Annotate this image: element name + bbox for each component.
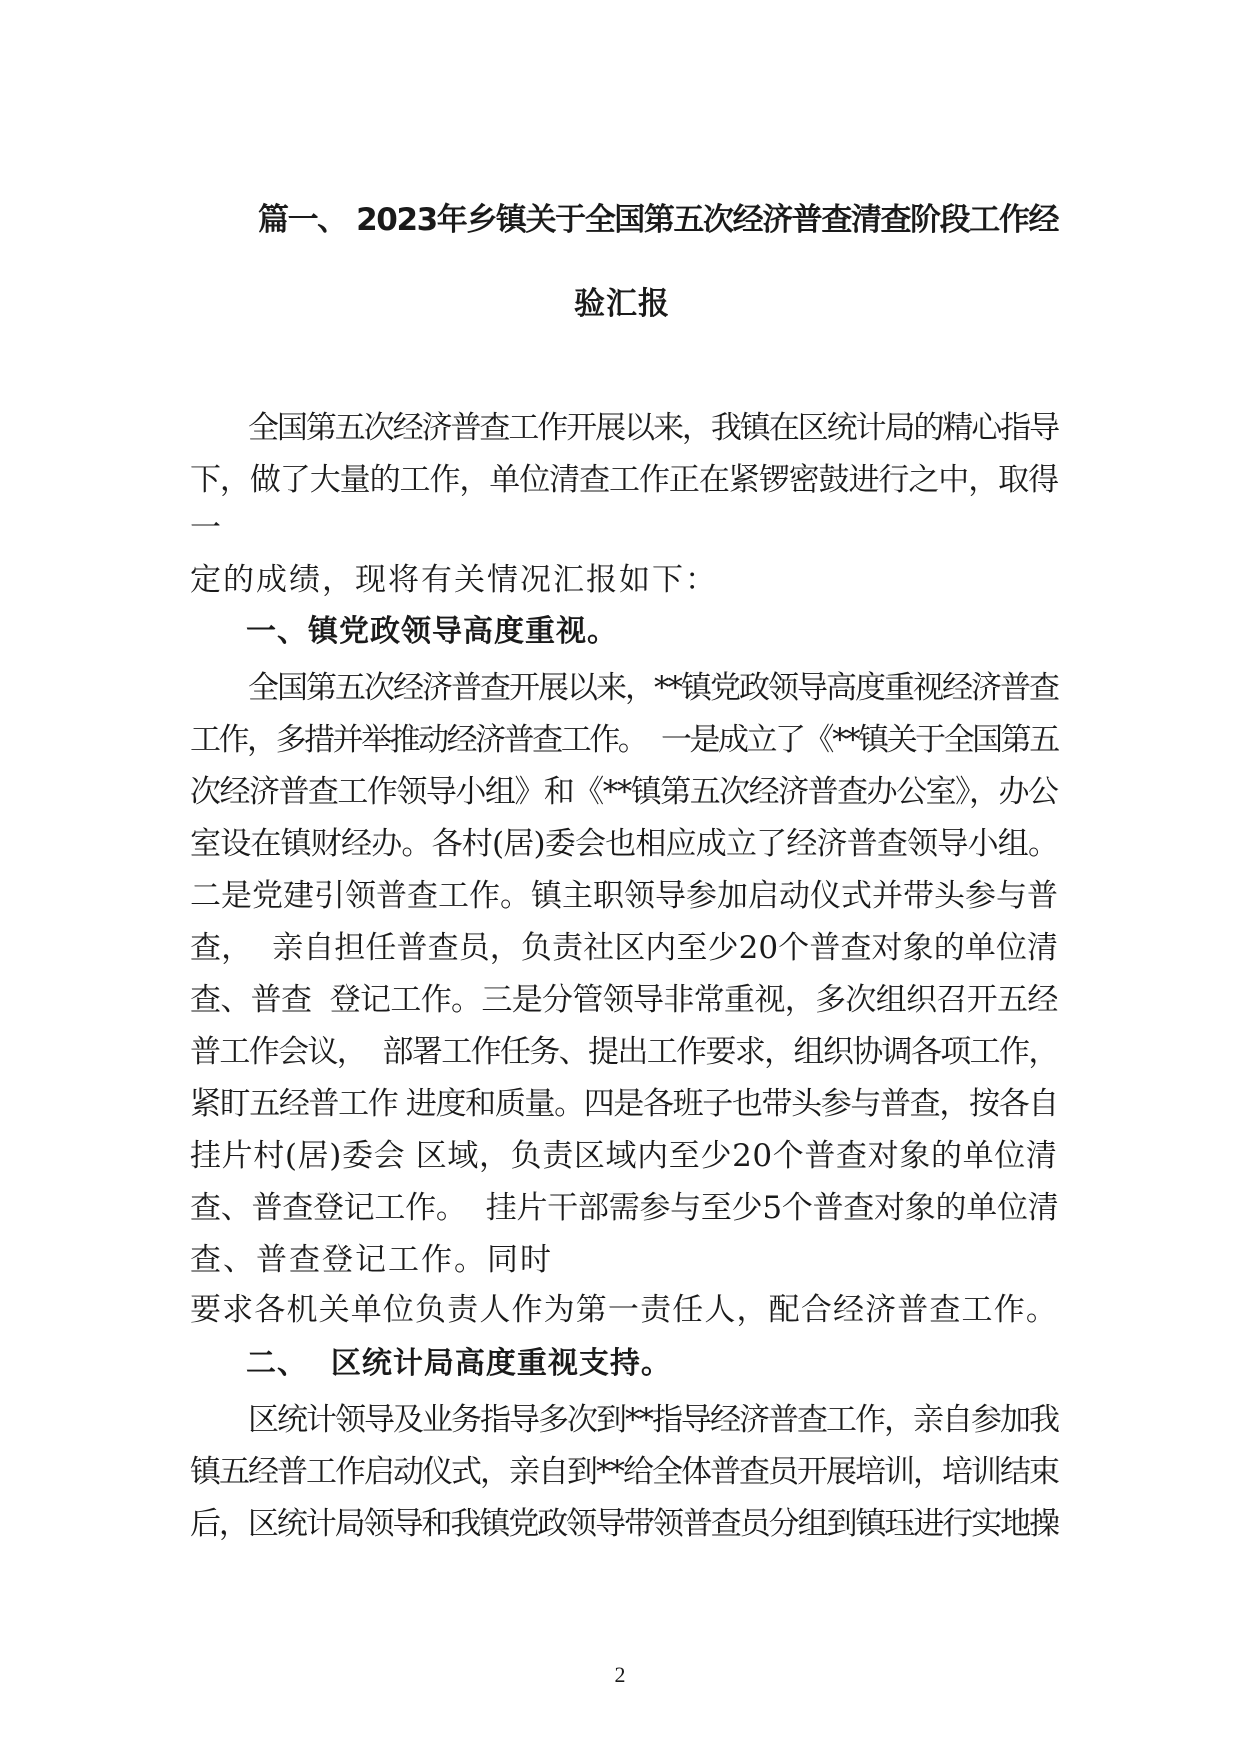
section-2-line: 镇五经普工作启动仪式，亲自到**给全体普查员开展培训，培训结束	[190, 1454, 1058, 1490]
section-1-line: 室设在镇财经办。各村(居)委会也相应成立了经济普查领导小组。	[190, 826, 1059, 862]
section-1-line: 查， 亲自担任普查员，负责社区内至少20个普查对象的单位清	[190, 930, 1059, 966]
section-1-line: 要求各机关单位负责人作为第一责任人，配合经济普查工作。	[190, 1292, 1058, 1328]
section-1-heading: 一、镇党政领导高度重视。	[246, 614, 618, 649]
section-1-line: 查、普查登记工作。同时	[190, 1242, 553, 1278]
section-1-line: 普工作会议， 部署工作任务、提出工作要求，组织协调各项工作，	[190, 1034, 1058, 1070]
section-1-line: 全国第五次经济普查开展以来，**镇党政领导高度重视经济普查	[248, 670, 1058, 706]
section-1-line: 紧盯五经普工作 进度和质量。四是各班子也带头参与普查，按各自	[190, 1086, 1058, 1122]
section-1-line: 查、普查登记工作。 挂片干部需参与至少5个普查对象的单位清	[190, 1190, 1059, 1226]
intro-line: 一	[190, 510, 223, 546]
section-1-line: 二是党建引领普查工作。镇主职领导参加启动仪式并带头参与普	[190, 878, 1058, 914]
section-2-line: 区统计领导及业务指导多次到**指导经济普查工作，亲自参加我	[248, 1402, 1058, 1438]
document-title-line-1: 篇一、 2023年乡镇关于全国第五次经济普查清查阶段工作经	[258, 202, 1059, 238]
section-1-line: 次经济普查工作领导小组》和《**镇第五次经济普查办公室》，办公	[190, 774, 1058, 810]
intro-line: 全国第五次经济普查工作开展以来，我镇在区统计局的精心指导	[248, 410, 1058, 446]
document-title-line-2: 验汇报	[574, 286, 670, 322]
section-2-heading: 二、 区统计局高度重视支持。	[246, 1346, 672, 1381]
section-2-line: 后，区统计局领导和我镇党政领导带领普查员分组到镇珏进行实地操	[190, 1506, 1058, 1542]
intro-line: 定的成绩，现将有关情况汇报如下：	[190, 562, 718, 598]
section-1-line: 工作，多措并举推动经济普查工作。 一是成立了《**镇关于全国第五	[190, 722, 1058, 758]
section-1-line: 查、普查 登记工作。三是分管领导非常重视，多次组织召开五经	[190, 982, 1058, 1018]
section-1-line: 挂片村(居)委会 区域，负责区域内至少20个普查对象的单位清	[190, 1138, 1058, 1174]
intro-line: 下，做了大量的工作，单位清查工作正在紧锣密鼓进行之中，取得	[190, 462, 1058, 498]
page-number: 2	[614, 1662, 626, 1687]
